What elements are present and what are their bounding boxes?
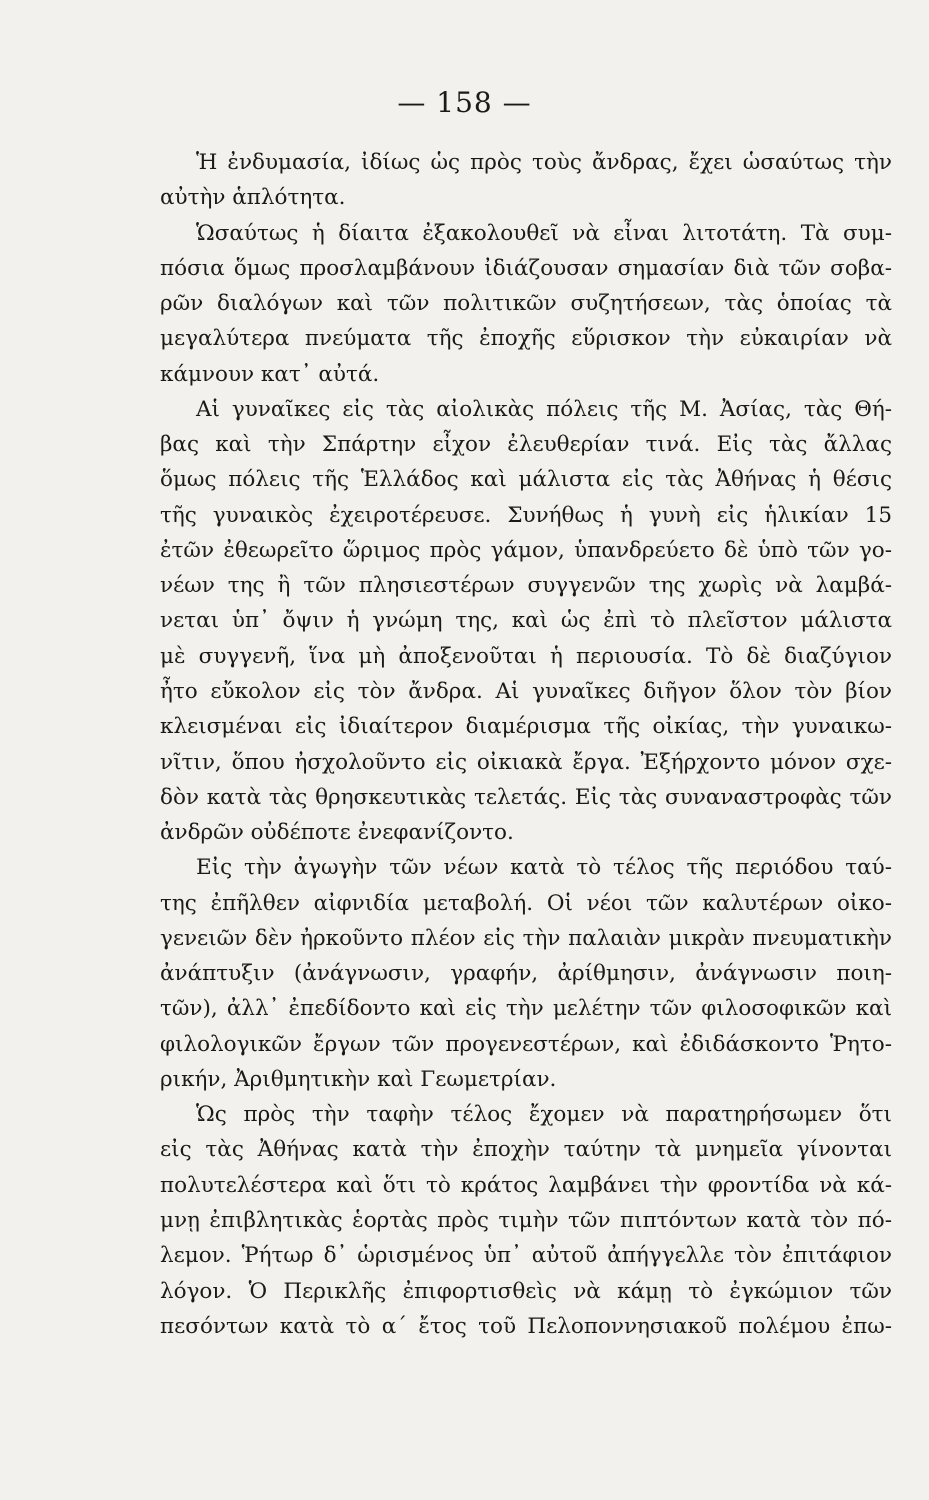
- text-line: νεται ὑπ᾽ ὄψιν ἡ γνώμη της, καὶ ὡς ἐπὶ τὸ πλεῖστον μάλιστα: [160, 608, 892, 634]
- text-line: ἀνάπτυξιν (ἀνάγνωσιν, γραφήν, ἀρίθμησιν, ἀνάγνωσιν ποιη-: [160, 961, 892, 987]
- text-line: πολυτελέστερα καὶ ὅτι τὸ κράτος λαμβάνει τὴν φροντίδα νὰ κά-: [160, 1172, 892, 1198]
- text-line: φιλολογικῶν ἔργων τῶν προγενεστέρων, καὶ ἐδιδάσκοντο Ῥητο-: [160, 1031, 892, 1057]
- text-line: μὲ συγγενῆ, ἵνα μὴ ἀποξενοῦται ἡ περιουσία. Τὸ δὲ διαζύγιον: [160, 643, 892, 669]
- text-line: Ὡς πρὸς τὴν ταφὴν τέλος ἔχομεν νὰ παρατηρήσωμεν ὅτι: [196, 1102, 892, 1128]
- text-line: της ἐπῆλθεν αἰφνιδία μεταβολή. Οἱ νέοι τῶν καλυτέρων οἰκο-: [160, 890, 892, 916]
- text-line: ἐτῶν ἐθεωρεῖτο ὥριμος πρὸς γάμον, ὑπανδρεύετο δὲ ὑπὸ τῶν γο-: [160, 537, 892, 563]
- text-line: λεμον. Ῥήτωρ δ᾽ ὡρισμένος ὑπ᾽ αὐτοῦ ἀπήγγελλε τὸν ἐπιτάφιον: [160, 1243, 892, 1269]
- text-line: κλεισμέναι εἰς ἰδιαίτερον διαμέρισμα τῆς οἰκίας, τὴν γυναικω-: [160, 714, 892, 740]
- text-line: Εἰς τὴν ἀγωγὴν τῶν νέων κατὰ τὸ τέλος τῆς περιόδου ταύ-: [196, 855, 892, 881]
- text-line: Αἱ γυναῖκες εἰς τὰς αἰολικὰς πόλεις τῆς Μ. Ἀσίας, τὰς Θή-: [196, 396, 892, 422]
- text-line: βας καὶ τὴν Σπάρτην εἶχον ἐλευθερίαν τινά. Εἰς τὰς ἄλλας: [160, 432, 892, 458]
- text-line: δὸν κατὰ τὰς θρησκευτικὰς τελετάς. Εἰς τὰς συναναστροφὰς τῶν: [160, 784, 892, 810]
- text-line: Ὡσαύτως ἡ δίαιτα ἐξακολουθεῖ νὰ εἶναι λιτοτάτη. Τὰ συμ-: [196, 220, 892, 246]
- body-text: [160, 145, 892, 1344]
- text-line: ρῶν διαλόγων καὶ τῶν πολιτικῶν συζητήσεων, τὰς ὁποίας τὰ: [160, 291, 892, 317]
- text-line: κάμνουν κατ᾽ αὐτά.: [160, 361, 380, 387]
- text-line: λόγον. Ὁ Περικλῆς ἐπιφορτισθεὶς νὰ κάμῃ τὸ ἐγκώμιον τῶν: [160, 1278, 892, 1304]
- text-line: εἰς τὰς Ἀθήνας κατὰ τὴν ἐποχὴν ταύτην τὰ μνημεῖα γίνονται: [160, 1137, 892, 1163]
- text-line: ἀνδρῶν οὐδέποτε ἐνεφανίζοντο.: [160, 820, 514, 846]
- text-line: ρικήν, Ἀριθμητικὴν καὶ Γεωμετρίαν.: [160, 1066, 557, 1092]
- text-line: ὅμως πόλεις τῆς Ἑλλάδος καὶ μάλιστα εἰς τὰς Ἀθήνας ἡ θέσις: [160, 467, 892, 493]
- text-line: νῖτιν, ὅπου ἠσχολοῦντο εἰς οἰκιακὰ ἔργα. Ἐξήρχοντο μόνον σχε-: [160, 749, 892, 775]
- text-line: γενειῶν δὲν ἠρκοῦντο πλέον εἰς τὴν παλαιὰν μικρὰν πνευματικὴν: [160, 925, 892, 951]
- text-line: νέων της ἢ τῶν πλησιεστέρων συγγενῶν της χωρὶς νὰ λαμβά-: [160, 573, 892, 599]
- text-line: μνῃ ἐπιβλητικὰς ἑορτὰς πρὸς τιμὴν τῶν πιπτόντων κατὰ τὸν πό-: [160, 1207, 892, 1233]
- text-line: Ἡ ἐνδυμασία, ἰδίως ὡς πρὸς τοὺς ἄνδρας, ἔχει ὡσαύτως τὴν: [196, 150, 892, 175]
- text-line: τῶν), ἀλλ᾽ ἐπεδίδοντο καὶ εἰς τὴν μελέτην τῶν φιλοσοφικῶν καὶ: [160, 996, 892, 1022]
- text-line: πόσια ὅμως προσλαμβάνουν ἰδιάζουσαν σημασίαν διὰ τῶν σοβα-: [160, 255, 892, 281]
- page-number-header: — 158 —: [397, 86, 532, 119]
- text-line: μεγαλύτερα πνεύματα τῆς ἐποχῆς εὕρισκον τὴν εὐκαιρίαν νὰ: [160, 326, 892, 352]
- text-line: αὐτὴν ἁπλότητα.: [160, 185, 346, 211]
- text-line: ἦτο εὔκολον εἰς τὸν ἄνδρα. Αἱ γυναῖκες διῆγον ὅλον τὸν βίον: [160, 678, 892, 704]
- text-line: τῆς γυναικὸς ἐχειροτέρευσε. Συνήθως ἡ γυνὴ εἰς ἡλικίαν 15: [160, 502, 892, 528]
- text-line: πεσόντων κατὰ τὸ α΄ ἔτος τοῦ Πελοποννησιακοῦ πολέμου ἐπω-: [160, 1313, 892, 1339]
